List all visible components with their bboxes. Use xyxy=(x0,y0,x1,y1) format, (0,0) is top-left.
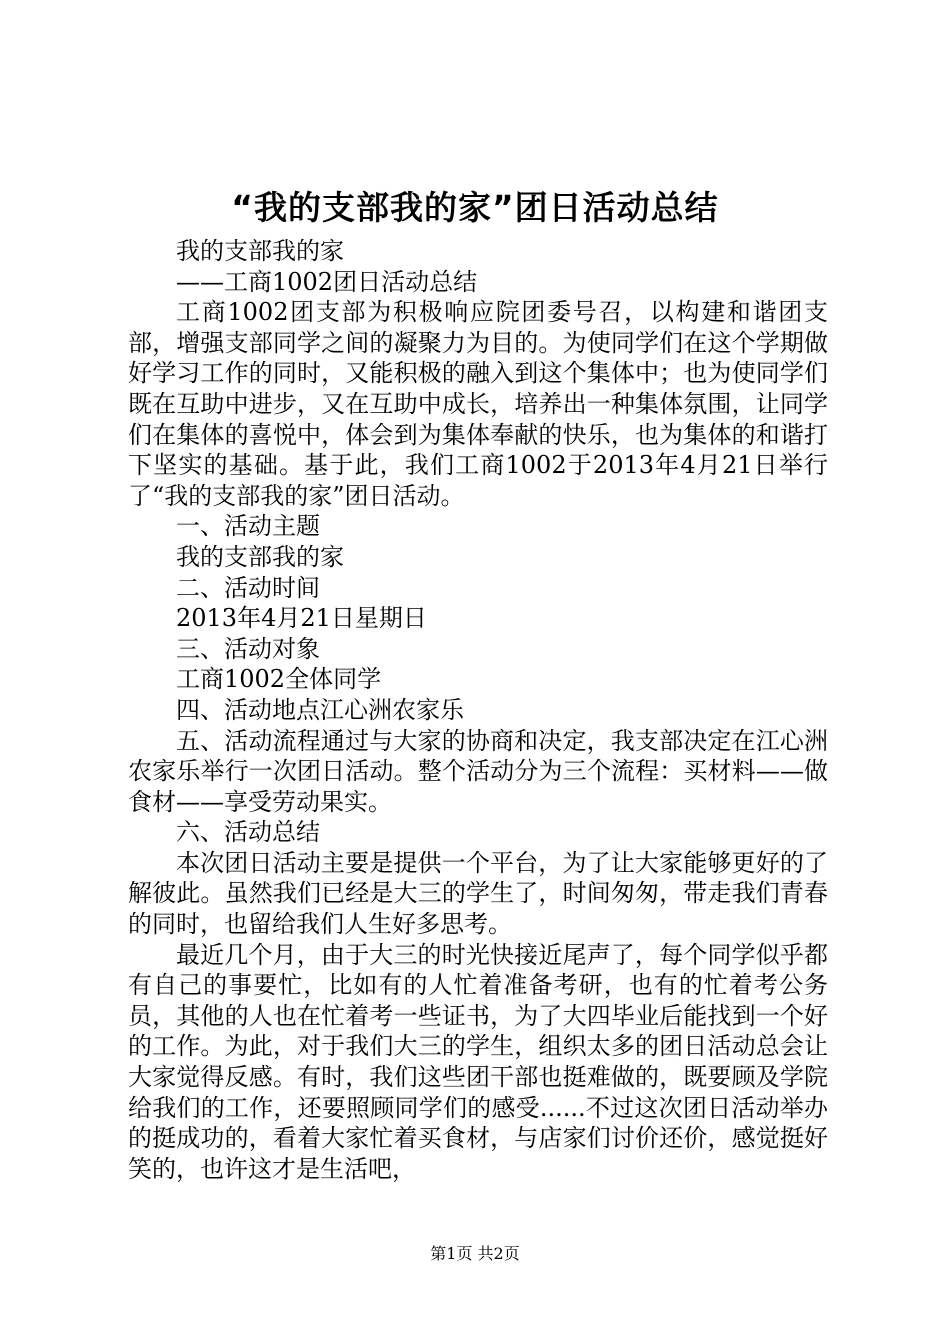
document-body xyxy=(128,236,828,1184)
section-heading-theme: 一、活动主题 xyxy=(176,512,320,541)
paragraph-summary-2: 最近几个月，由于大三的时光快接近尾声了，每个同学似乎都有自己的事要忙，比如有的人忙着准备考研，也有的忙着考公务员，其他的人也在忙着考一些证书，为了大四毕业后能找到一个好的工作。为此，对于我们大三的学生，组织太多的团日活动总会让大家觉得反感。有时，我们这些团干部也挺难做的，既要顾及学院给我们的工作，还要照顾同学们的感受......不过这次团日活动举办的挺成功的，看着大家忙着买食材，与店家们讨价还价，感觉挺好笑的，也许这才是生活吧， xyxy=(128,940,828,1183)
document-title: “我的支部我的家”团日活动总结 xyxy=(231,188,719,227)
paragraph-summary-1: 本次团日活动主要是提供一个平台，为了让大家能够更好的了解彼此。虽然我们已经是大三的学生了，时间匆匆，带走我们青春的同时，也留给我们人生好多思考。 xyxy=(128,848,828,939)
paragraph-time: 2013年4月21日星期日 xyxy=(176,604,427,633)
paragraph-process: 五、活动流程通过与大家的协商和决定，我支部决定在江心洲农家乐举行一次团日活动。整个活动分为三个流程：买材料——做食材——享受劳动果实。 xyxy=(128,726,828,816)
paragraph-audience: 工商1002全体同学 xyxy=(176,665,382,694)
page-number-footer: 第1页 共2页 xyxy=(430,1244,520,1263)
section-heading-time: 二、活动时间 xyxy=(176,573,320,602)
section-heading-location: 四、活动地点江心洲农家乐 xyxy=(176,695,464,724)
paragraph-intro: 工商1002团支部为积极响应院团委号召，以构建和谐团支部，增强支部同学之间的凝聚力为目的。为使同学们在这个学期做好学习工作的同时，又能积极的融入到这个集体中；也为使同学们既在互助中进步，又在互助中成长，培养出一种集体氛围，让同学们在集体的喜悦中，体会到为集体奉献的快乐，也为集体的和谐打下坚实的基础。基于此，我们工商1002于2013年4月21日举行了“我的支部我的家”团日活动。 xyxy=(128,298,828,510)
paragraph-subtitle: 我的支部我的家 xyxy=(176,237,344,265)
paragraph-theme: 我的支部我的家 xyxy=(176,542,344,571)
paragraph-subtitle-2: ——工商1002团日活动总结 xyxy=(176,267,478,296)
section-heading-summary: 六、活动总结 xyxy=(176,818,320,847)
section-heading-audience: 三、活动对象 xyxy=(176,634,320,663)
